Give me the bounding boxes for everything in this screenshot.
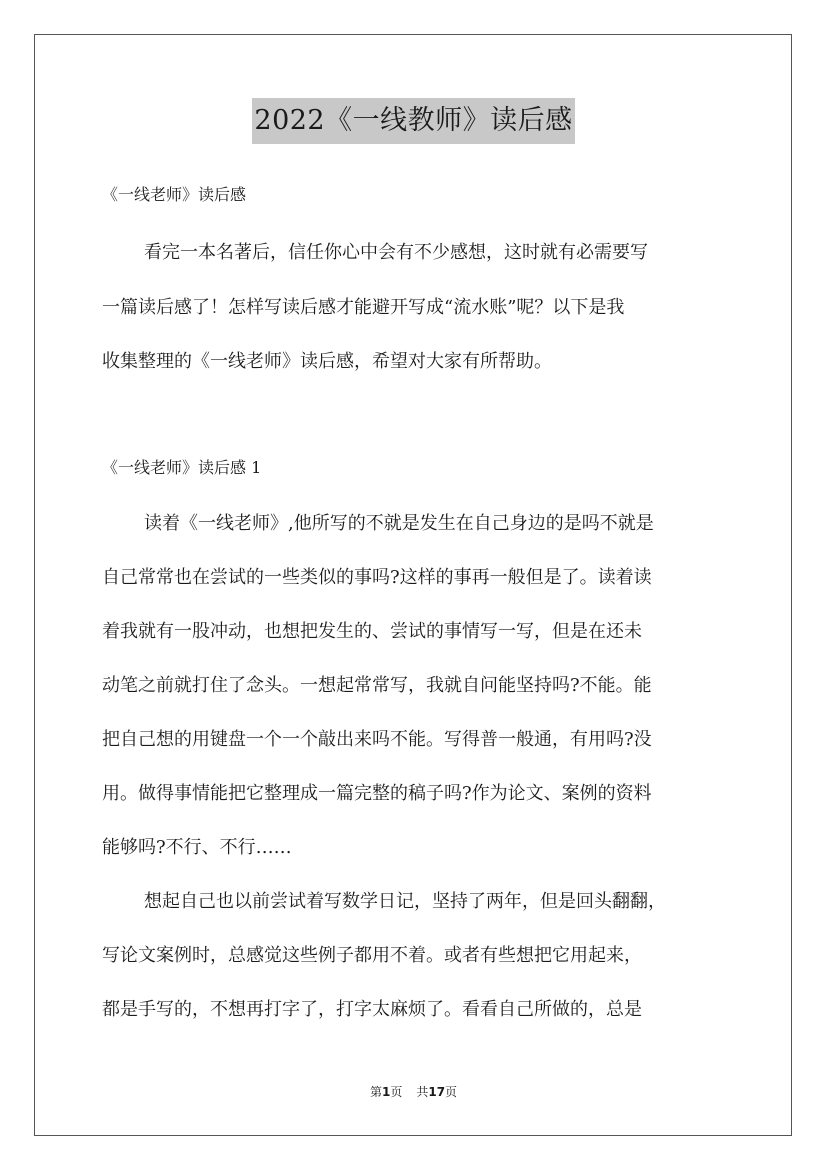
- page-current-number: 1: [381, 1085, 391, 1099]
- title-container: [0, 98, 827, 144]
- page-label-suffix: 页: [390, 1085, 403, 1099]
- section1-para1-line-3: 着我就有一股冲动，也想把发生的、尝试的事情写一写，但是在还未: [102, 621, 642, 642]
- section1-para1-line-4: 动笔之前就打住了念头。一想起常常写，我就自问能坚持吗?不能。能: [102, 675, 652, 696]
- section1-para1-line-1: 读着《一线老师》,他所写的不就是发生在自己身边的是吗不就是: [144, 513, 654, 534]
- page-footer: [0, 1083, 827, 1100]
- intro-line-3: 收集整理的《一线老师》读后感，希望对大家有所帮助。: [102, 351, 552, 372]
- section1-para1-line-5: 把自己想的用键盘一个一个敲出来吗不能。写得普一般通，有用吗?没: [102, 729, 652, 750]
- section1-para1-line-7: 能够吗?不行、不行……: [102, 837, 292, 858]
- page-total-number: 17: [428, 1085, 446, 1099]
- intro-line-2: 一篇读后感了！怎样写读后感才能避开写成“流水账”呢？以下是我: [102, 297, 625, 318]
- intro-line-1: 看完一本名著后，信任你心中会有不少感想，这时就有必需要写: [144, 242, 648, 263]
- document-title: 2022《一线教师》读后感: [252, 98, 574, 144]
- intro-heading: 《一线老师》读后感: [102, 185, 247, 204]
- section1-para2-line-1: 想起自己也以前尝试着写数学日记，坚持了两年，但是回头翻翻，: [144, 891, 666, 912]
- section1-para2-line-2: 写论文案例时，总感觉这些例子都用不着。或者有些想把它用起来，: [102, 945, 642, 966]
- section1-heading: 《一线老师》读后感 1: [102, 458, 262, 477]
- total-label-suffix: 页: [445, 1085, 458, 1099]
- page-label-prefix: 第: [369, 1085, 382, 1099]
- section1-para1-line-6: 用。做得事情能把它整理成一篇完整的稿子吗?作为论文、案例的资料: [102, 783, 652, 804]
- section1-para2-line-3: 都是手写的，不想再打字了，打字太麻烦了。看看自己所做的，总是: [102, 999, 642, 1020]
- section1-para1-line-2: 自己常常也在尝试的一些类似的事吗?这样的事再一般但是了。读着读: [102, 567, 652, 588]
- total-label-prefix: 共: [416, 1085, 429, 1099]
